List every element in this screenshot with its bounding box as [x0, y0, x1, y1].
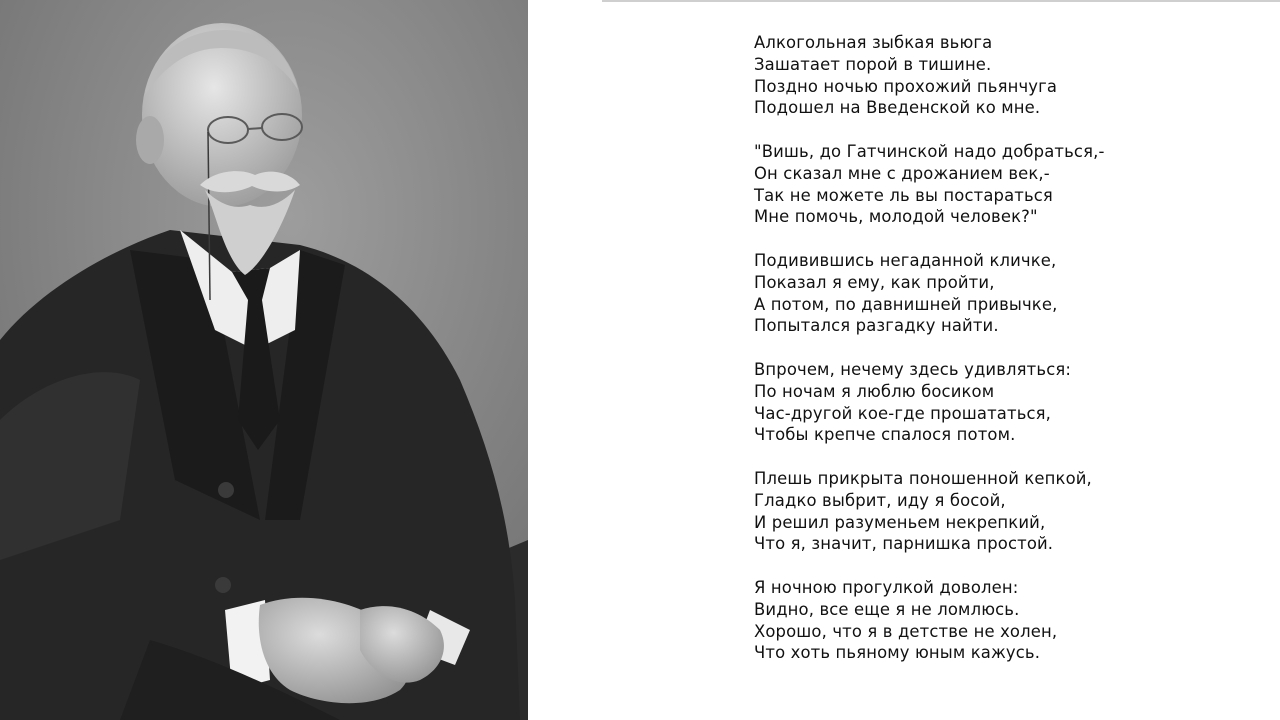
poem-line: Я ночною прогулкой доволен: [754, 577, 1019, 597]
poem-line: Подивившись негаданной кличке, [754, 250, 1057, 270]
poem-line: Так не можете ль вы постараться [754, 185, 1053, 205]
poem-line: Что я, значит, парнишка простой. [754, 534, 1054, 554]
poem-line: Час-другой кое-где прошататься, [754, 403, 1052, 423]
poem-line: Он сказал мне с дрожанием век,- [754, 163, 1050, 183]
poem-line: Хорошо, что я в детстве не холен, [754, 621, 1058, 641]
poem-line: Впрочем, нечему здесь удивляться: [754, 359, 1072, 379]
poem-line: И решил разуменьем некрепкий, [754, 512, 1046, 532]
stanza-4 [754, 359, 1254, 446]
poem-line: "Вишь, до Гатчинской надо добраться,- [754, 141, 1105, 161]
poem-line: Попытался разгадку найти. [754, 316, 999, 336]
poem-text [754, 32, 1254, 664]
poem-line: Плешь прикрыта поношенной кепкой, [754, 468, 1092, 488]
poem-line: Гладко выбрит, иду я босой, [754, 490, 1006, 510]
poem-line: По ночам я люблю босиком [754, 381, 995, 401]
poem-line: Показал я ему, как пройти, [754, 272, 995, 292]
stanza-1 [754, 32, 1254, 119]
poem-line: Зашатает порой в тишине. [754, 54, 992, 74]
poem-line: Подошел на Введенской ко мне. [754, 98, 1041, 118]
poem-line: Что хоть пьяному юным кажусь. [754, 643, 1041, 663]
poem-line: А потом, по давнишней привычке, [754, 294, 1058, 314]
stanza-6 [754, 577, 1254, 664]
top-divider-line [602, 0, 1280, 2]
portrait-photo [0, 0, 528, 720]
poem-line: Чтобы крепче спалося потом. [754, 425, 1016, 445]
portrait-illustration [0, 0, 528, 720]
poem-line: Видно, все еще я не ломлюсь. [754, 599, 1020, 619]
poem-line: Мне помочь, молодой человек?" [754, 207, 1038, 227]
stanza-5 [754, 468, 1254, 555]
stanza-2 [754, 141, 1254, 228]
stanza-3 [754, 250, 1254, 337]
poem-line: Алкогольная зыбкая вьюга [754, 33, 993, 52]
poem-line: Поздно ночью прохожий пьянчуга [754, 76, 1058, 96]
